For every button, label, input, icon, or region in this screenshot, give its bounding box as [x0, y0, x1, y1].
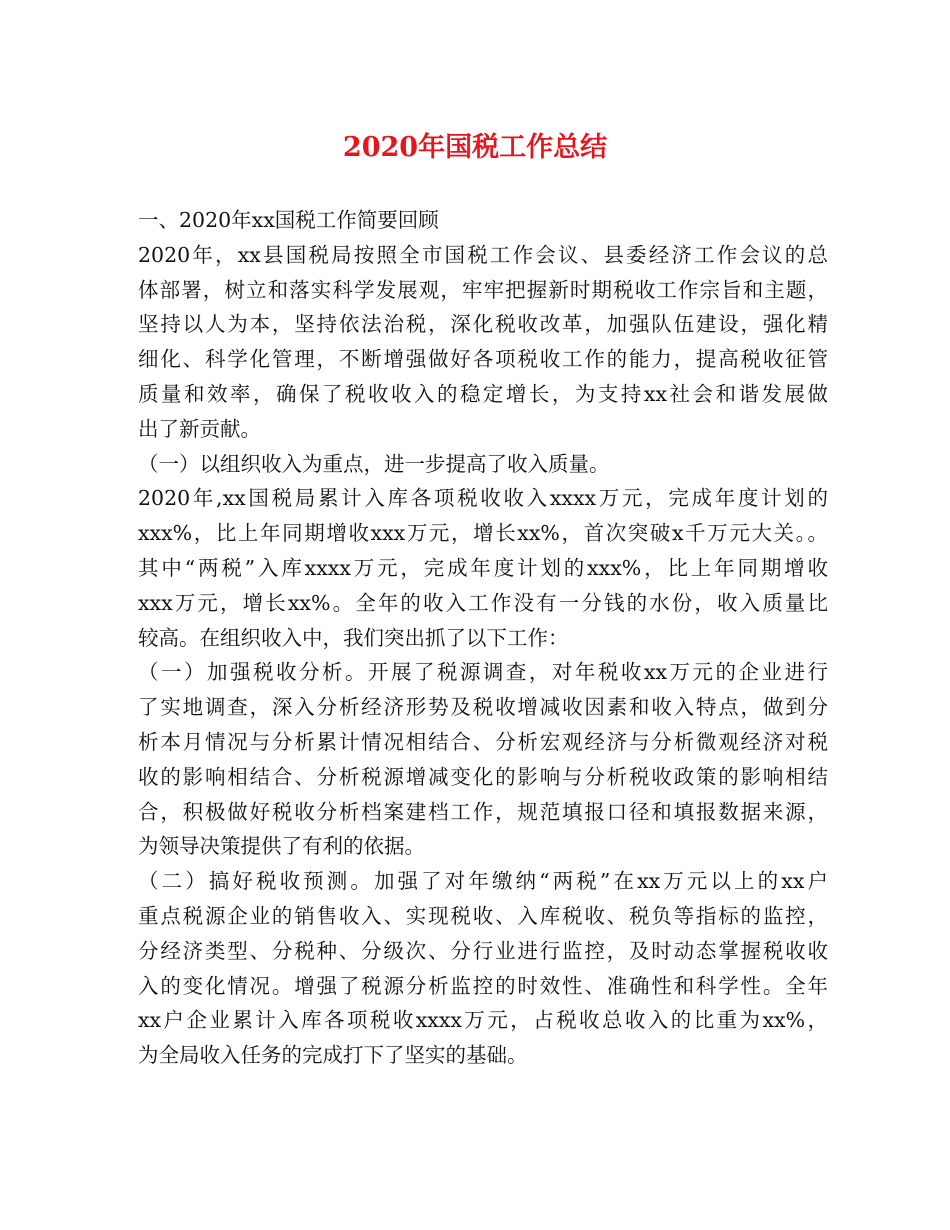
paragraph-line: 析本月情况与分析累计情况相结合、分析宏观经济与分析微观经济对税	[138, 729, 828, 754]
document-body	[138, 203, 828, 1073]
document-title: 2020年国税工作总结	[342, 132, 608, 163]
paragraph-line: 细化、科学化管理，不断增强做好各项税收工作的能力，提高税收征管	[138, 347, 828, 372]
paragraph-line: 重点税源企业的销售收入、实现税收、入库税收、税负等指标的监控，	[138, 903, 828, 928]
section-heading: 一、2020年xx国税工作简要回顾	[138, 208, 439, 232]
paragraph-line: 较高。在组织收入中，我们突出抓了以下工作：	[138, 625, 569, 650]
paragraph-line: （一）加强税收分析。开展了税源调查，对年税收xx万元的企业进行	[138, 660, 828, 685]
paragraph-line: 体部署，树立和落实科学发展观，牢牢把握新时期税收工作宗旨和主题，	[138, 277, 828, 302]
paragraph-line: 入的变化情况。增强了税源分析监控的时效性、准确性和科学性。全年	[138, 973, 828, 998]
paragraph-line: 为全局收入任务的完成打下了坚实的基础。	[138, 1043, 528, 1068]
paragraph-line: 质量和效率，确保了税收收入的稳定增长，为支持xx社会和谐发展做	[138, 381, 828, 406]
paragraph-line: 为领导决策提供了有利的依据。	[138, 834, 425, 859]
paragraph-line: 坚持以人为本，坚持依法治税，深化税收改革，加强队伍建设，强化精	[138, 312, 828, 337]
paragraph-line: 分经济类型、分税种、分级次、分行业进行监控，及时动态掌握税收收	[138, 938, 828, 963]
paragraph-line: xx户企业累计入库各项税收xxxx万元，占税收总收入的比重为xx%，	[138, 1008, 828, 1033]
paragraph-line: 2020年,xx国税局累计入库各项税收收入xxxx万元，完成年度计划的	[138, 486, 828, 511]
paragraph-line: （二）搞好税收预测。加强了对年缴纳“两税”在xx万元以上的xx户	[138, 869, 828, 894]
paragraph-line: xxx万元，增长xx%。全年的收入工作没有一分钱的水份，收入质量比	[138, 590, 828, 615]
paragraph-line: xxx%，比上年同期增收xxx万元，增长xx%，首次突破x千万元大关。。	[138, 521, 828, 546]
paragraph-line: 合，积极做好税收分析档案建档工作，规范填报口径和填报数据来源，	[138, 799, 828, 824]
paragraph-line: 出了新贡献。	[138, 416, 261, 441]
paragraph-line: 其中“两税”入库xxxx万元，完成年度计划的xxx%，比上年同期增收	[138, 555, 828, 580]
paragraph-line: 2020年，xx县国税局按照全市国税工作会议、县委经济工作会议的总	[138, 242, 828, 267]
paragraph-line: 了实地调查，深入分析经济形势及税收增减收因素和收入特点，做到分	[138, 695, 828, 720]
paragraph-line: 收的影响相结合、分析税源增减变化的影响与分析税收政策的影响相结	[138, 764, 828, 789]
subsection-heading: （一）以组织收入为重点，进一步提高了收入质量。	[138, 451, 610, 476]
